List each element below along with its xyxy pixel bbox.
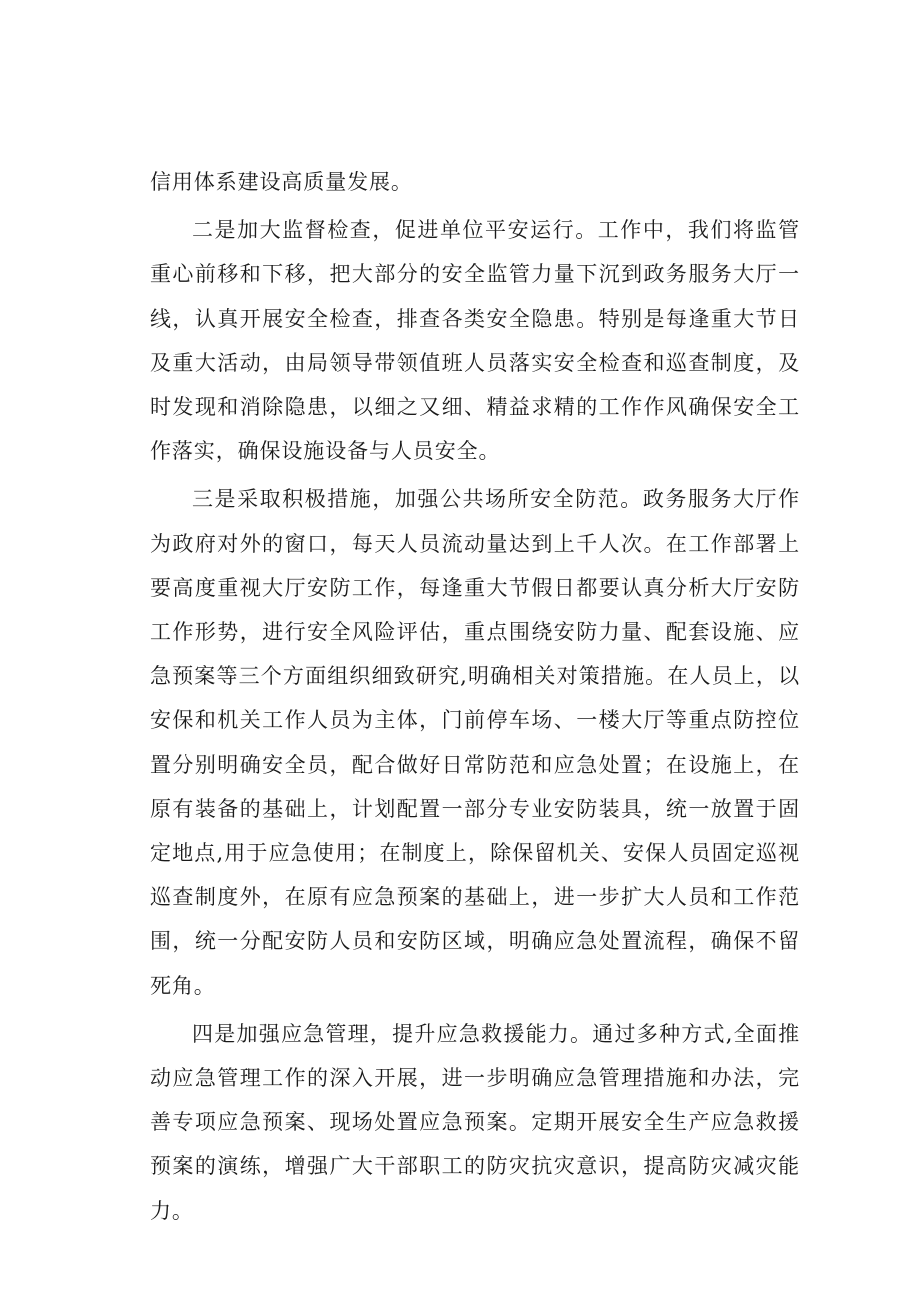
paragraph-continuation: 信用体系建设高质量发展。 (150, 170, 413, 194)
paragraph-emergency-management: 四是加强应急管理，提升应急救援能力。通过多种方式,全面推动应急管理工作的深入开展，进一步明确应急管理措施和办法，完善专项应急预案、现场处置应急预案。定期开展安全生产应急救援预案的演练，增强广大干部职工的防灾抗灾意识，提高防灾减灾能力。 (150, 1021, 800, 1223)
paragraph-supervision-inspection: 二是加大监督检查，促进单位平安运行。工作中，我们将监管重心前移和下移，把大部分的安全监管力量下沉到政务服务大厅一线，认真开展安全检查，排查各类安全隐患。特别是每逢重大节日及重大活动，由局领导带领值班人员落实安全检查和巡查制度，及时发现和消除隐患，以细之又细、精益求精的工作作风确保安全工作落实，确保设施设备与人员安全。 (150, 218, 800, 464)
document-body (150, 160, 800, 1233)
paragraph-public-safety-measures: 三是采取积极措施，加强公共场所安全防范。政务服务大厅作为政府对外的窗口，每天人员流动量达到上千人次。在工作部署上要高度重视大厅安防工作，每逢重大节假日都要认真分析大厅安防工作形势，进行安全风险评估，重点围绕安防力量、配套设施、应急预案等三个方面组织细致研究,明确相关对策措施。在人员上，以安保和机关工作人员为主体，门前停车场、一楼大厅等重点防控位置分别明确安全员，配合做好日常防范和应急处置；在设施上，在原有装备的基础上，计划配置一部分专业安防装具，统一放置于固定地点,用于应急使用；在制度上，除保留机关、安保人员固定巡视巡查制度外，在原有应急预案的基础上，进一步扩大人员和工作范围，统一分配安防人员和安防区域，明确应急处置流程，确保不留死角。 (150, 487, 800, 998)
